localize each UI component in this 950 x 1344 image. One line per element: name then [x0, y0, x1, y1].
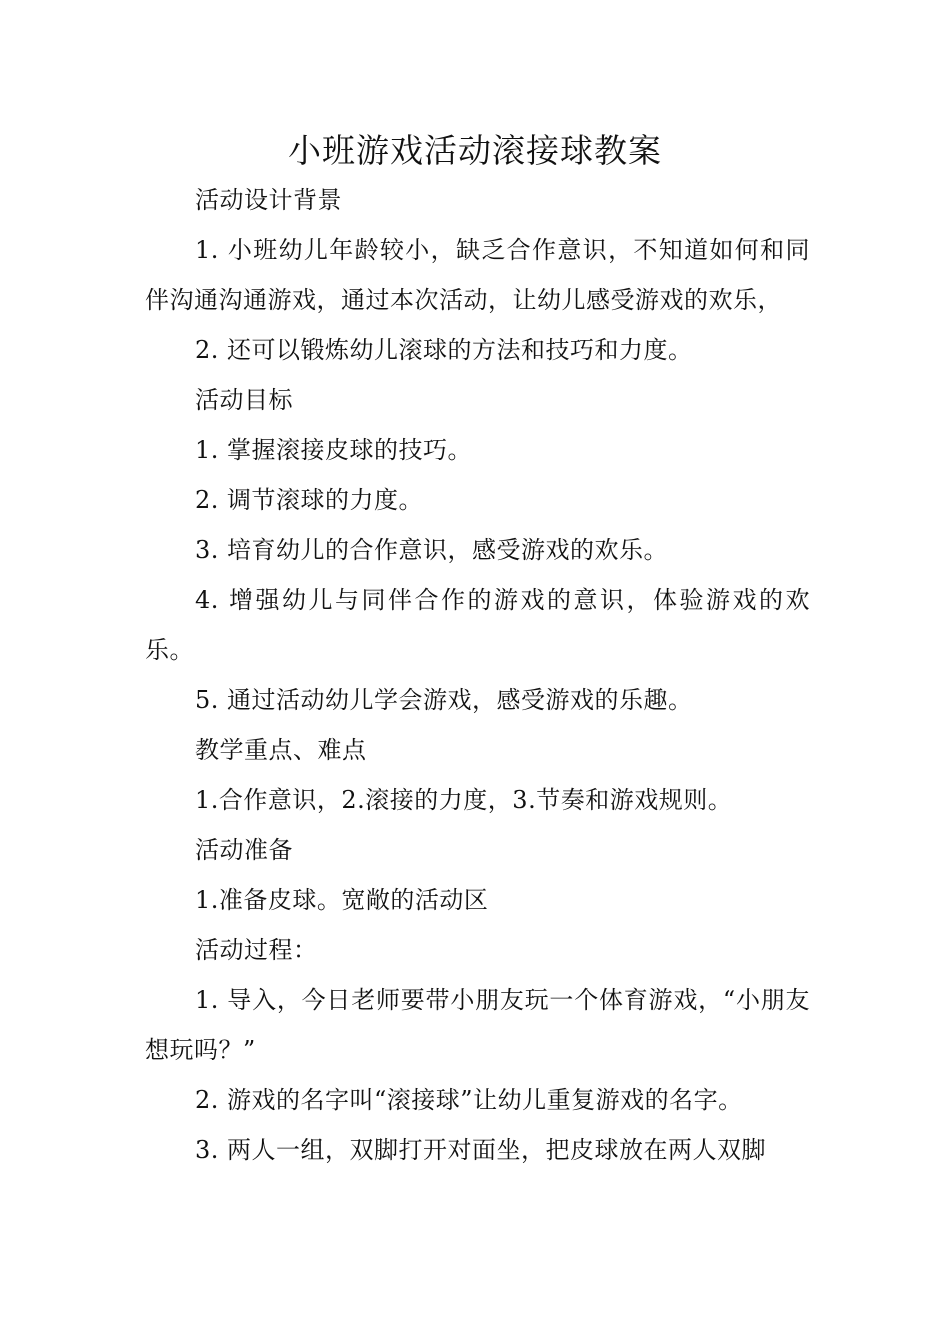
section-heading-key-points: 教学重点、难点: [195, 736, 367, 764]
preparation-item-1: 1.准备皮球。宽敞的活动区: [195, 886, 489, 914]
goal-item-5: 5. 通过活动幼儿学会游戏，感受游戏的乐趣。: [195, 686, 693, 714]
section-heading-goals: 活动目标: [195, 386, 293, 414]
background-item-2: 2. 还可以锻炼幼儿滚球的方法和技巧和力度。: [195, 336, 693, 364]
section-heading-preparation: 活动准备: [195, 836, 293, 864]
goal-item-3: 3. 培育幼儿的合作意识，感受游戏的欢乐。: [195, 536, 669, 564]
document-title: 小班游戏活动滚接球教案: [288, 131, 662, 170]
goal-item-1: 1. 掌握滚接皮球的技巧。: [195, 436, 473, 464]
process-item-1: 1. 导入，今日老师要带小朋友玩一个体育游戏，“小朋友想玩吗？”: [145, 986, 810, 1064]
process-item-3: 3. 两人一组，双脚打开对面坐，把皮球放在两人双脚: [195, 1136, 767, 1164]
goal-item-4: 4. 增强幼儿与同伴合作的游戏的意识，体验游戏的欢乐。: [145, 586, 810, 664]
section-heading-background: 活动设计背景: [195, 186, 342, 214]
section-heading-process: 活动过程：: [195, 936, 318, 964]
goal-item-2: 2. 调节滚球的力度。: [195, 486, 424, 514]
background-item-1: 1. 小班幼儿年龄较小，缺乏合作意识，不知道如何和同伴沟通沟通游戏，通过本次活动，让幼儿感受游戏的欢乐，: [145, 236, 810, 314]
key-points-item: 1.合作意识，2.滚接的力度，3.节奏和游戏规则。: [195, 786, 733, 814]
document-body: [145, 175, 810, 1175]
process-item-2: 2. 游戏的名字叫“滚接球”让幼儿重复游戏的名字。: [195, 1086, 743, 1114]
